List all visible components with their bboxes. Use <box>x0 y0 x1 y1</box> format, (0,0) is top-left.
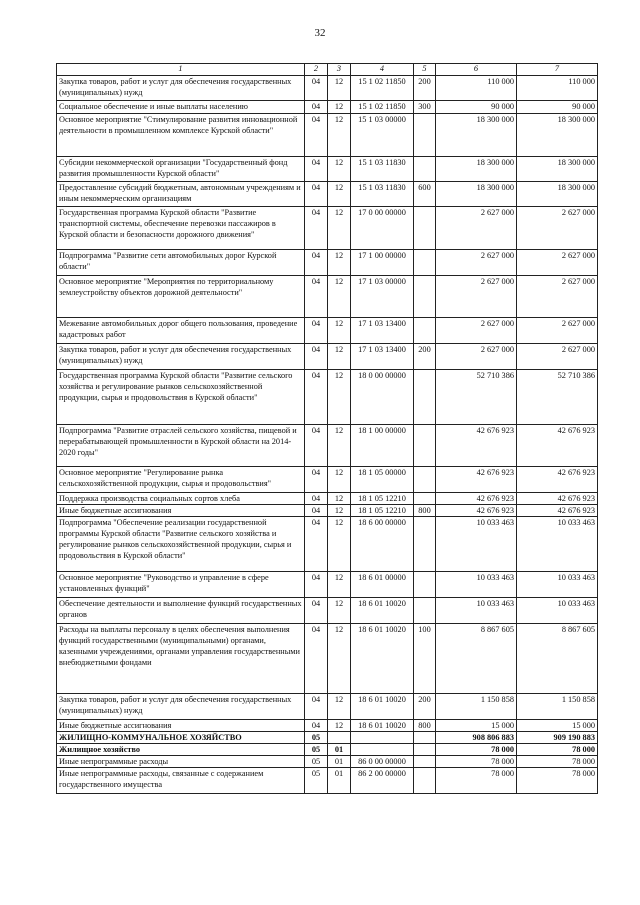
cell-amount-year-2: 42 676 923 <box>517 493 598 505</box>
cell-name: Иные непрограммные расходы, связанные с содержанием государственного имущества <box>57 768 305 794</box>
cell-amount-year-2: 90 000 <box>517 101 598 114</box>
table-row <box>57 370 598 425</box>
cell-amount-year-1: 2 627 000 <box>436 344 517 370</box>
cell-target-code: 18 6 01 00000 <box>351 572 414 598</box>
cell-name: Расходы на выплаты персоналу в целях обеспечения выполнения функций государственными (муниципальными) органами, казенными учреждениями, органами управления государственными внебюджетными фондами <box>57 624 305 694</box>
cell-target-code: 18 1 05 12210 <box>351 505 414 517</box>
table-row <box>57 318 598 344</box>
cell-expense-type <box>414 572 436 598</box>
cell-name: ЖИЛИЩНО-КОММУНАЛЬНОЕ ХОЗЯЙСТВО <box>57 732 305 744</box>
cell-expense-type <box>414 598 436 624</box>
cell-target-code: 17 1 03 00000 <box>351 276 414 318</box>
cell-target-code: 18 6 01 10020 <box>351 624 414 694</box>
cell-amount-year-2: 2 627 000 <box>517 250 598 276</box>
cell-target-code: 15 1 03 00000 <box>351 114 414 157</box>
cell-section: 04 <box>305 425 328 467</box>
cell-amount-year-1: 52 710 386 <box>436 370 517 425</box>
cell-expense-type <box>414 732 436 744</box>
cell-section: 04 <box>305 624 328 694</box>
cell-amount-year-2: 18 300 000 <box>517 114 598 157</box>
cell-name: Основное мероприятие "Руководство и управление в сфере установленных функций" <box>57 572 305 598</box>
cell-amount-year-1: 10 033 463 <box>436 598 517 624</box>
cell-section: 04 <box>305 720 328 732</box>
cell-expense-type <box>414 114 436 157</box>
table-row <box>57 517 598 572</box>
cell-section: 04 <box>305 572 328 598</box>
cell-name: Предоставление субсидий бюджетным, автономным учреждениям и иным некоммерческим организациям <box>57 182 305 207</box>
cell-expense-type <box>414 318 436 344</box>
cell-amount-year-1: 18 300 000 <box>436 114 517 157</box>
cell-section: 04 <box>305 114 328 157</box>
cell-amount-year-1: 10 033 463 <box>436 517 517 572</box>
cell-expense-type <box>414 370 436 425</box>
table-row <box>57 493 598 505</box>
cell-name: Иные непрограммные расходы <box>57 756 305 768</box>
cell-subsection: 12 <box>328 114 351 157</box>
cell-amount-year-1: 18 300 000 <box>436 157 517 182</box>
cell-name: Закупка товаров, работ и услуг для обеспечения государственных (муниципальных) нужд <box>57 694 305 720</box>
cell-name: Подпрограмма "Обеспечение реализации государственной программы Курской области "Развитие сельского хозяйства и регулирование рынков сельскохозяйственной продукции, сырья и продовольствия в Курской области" <box>57 517 305 572</box>
cell-target-code: 86 2 00 00000 <box>351 768 414 794</box>
cell-subsection: 12 <box>328 720 351 732</box>
cell-subsection: 12 <box>328 517 351 572</box>
cell-name: Закупка товаров, работ и услуг для обеспечения государственных (муниципальных) нужд <box>57 76 305 101</box>
table-row <box>57 76 598 101</box>
cell-expense-type: 200 <box>414 694 436 720</box>
cell-amount-year-1: 78 000 <box>436 756 517 768</box>
cell-amount-year-1: 42 676 923 <box>436 505 517 517</box>
cell-subsection: 12 <box>328 598 351 624</box>
cell-section: 04 <box>305 207 328 250</box>
header-col-4: 4 <box>351 64 414 76</box>
table-row <box>57 744 598 756</box>
cell-target-code: 17 0 00 00000 <box>351 207 414 250</box>
budget-table <box>56 63 598 794</box>
cell-section: 04 <box>305 598 328 624</box>
cell-name: Обеспечение деятельности и выполнение функций государственных органов <box>57 598 305 624</box>
table-row <box>57 101 598 114</box>
table-row <box>57 467 598 493</box>
cell-target-code: 86 0 00 00000 <box>351 756 414 768</box>
cell-name: Государственная программа Курской области "Развитие сельского хозяйства и регулирование рынков сельскохозяйственной продукции, сырья и продовольствия в Курской области" <box>57 370 305 425</box>
cell-section: 04 <box>305 517 328 572</box>
cell-amount-year-1: 1 150 858 <box>436 694 517 720</box>
cell-expense-type <box>414 207 436 250</box>
cell-section: 04 <box>305 276 328 318</box>
cell-amount-year-1: 18 300 000 <box>436 182 517 207</box>
cell-section: 04 <box>305 76 328 101</box>
table-row <box>57 157 598 182</box>
cell-amount-year-1: 8 867 605 <box>436 624 517 694</box>
cell-expense-type <box>414 744 436 756</box>
cell-name: Межевание автомобильных дорог общего пользования, проведение кадастровых работ <box>57 318 305 344</box>
cell-subsection: 12 <box>328 572 351 598</box>
cell-amount-year-1: 10 033 463 <box>436 572 517 598</box>
cell-amount-year-2: 18 300 000 <box>517 157 598 182</box>
table-row <box>57 344 598 370</box>
cell-target-code: 18 6 01 10020 <box>351 598 414 624</box>
cell-amount-year-2: 909 190 883 <box>517 732 598 744</box>
cell-name: Иные бюджетные ассигнования <box>57 505 305 517</box>
cell-name: Социальное обеспечение и иные выплаты населению <box>57 101 305 114</box>
table-row <box>57 694 598 720</box>
cell-amount-year-2: 10 033 463 <box>517 598 598 624</box>
cell-amount-year-1: 908 806 883 <box>436 732 517 744</box>
table-header-row <box>57 64 598 76</box>
cell-subsection: 12 <box>328 182 351 207</box>
cell-expense-type <box>414 493 436 505</box>
table-row <box>57 114 598 157</box>
cell-section: 04 <box>305 370 328 425</box>
cell-amount-year-2: 42 676 923 <box>517 425 598 467</box>
cell-section: 04 <box>305 157 328 182</box>
cell-subsection: 12 <box>328 76 351 101</box>
cell-expense-type: 800 <box>414 720 436 732</box>
cell-amount-year-2: 78 000 <box>517 768 598 794</box>
cell-subsection: 12 <box>328 157 351 182</box>
cell-name: Субсидии некоммерческой организации "Государственный фонд развития промышленности Курской области" <box>57 157 305 182</box>
cell-subsection: 12 <box>328 370 351 425</box>
cell-subsection: 01 <box>328 768 351 794</box>
cell-target-code: 18 6 01 10020 <box>351 694 414 720</box>
cell-amount-year-2: 2 627 000 <box>517 344 598 370</box>
cell-target-code: 18 6 01 10020 <box>351 720 414 732</box>
cell-amount-year-2: 10 033 463 <box>517 572 598 598</box>
cell-amount-year-2: 18 300 000 <box>517 182 598 207</box>
cell-section: 04 <box>305 467 328 493</box>
cell-section: 04 <box>305 318 328 344</box>
cell-amount-year-1: 110 000 <box>436 76 517 101</box>
cell-target-code: 18 1 05 00000 <box>351 467 414 493</box>
table-row <box>57 756 598 768</box>
cell-subsection: 12 <box>328 101 351 114</box>
cell-section: 04 <box>305 344 328 370</box>
cell-expense-type: 100 <box>414 624 436 694</box>
cell-amount-year-1: 2 627 000 <box>436 250 517 276</box>
cell-section: 04 <box>305 493 328 505</box>
cell-section: 05 <box>305 756 328 768</box>
cell-name: Закупка товаров, работ и услуг для обеспечения государственных (муниципальных) нужд <box>57 344 305 370</box>
cell-expense-type <box>414 425 436 467</box>
cell-amount-year-2: 15 000 <box>517 720 598 732</box>
cell-amount-year-2: 42 676 923 <box>517 505 598 517</box>
cell-amount-year-1: 42 676 923 <box>436 467 517 493</box>
cell-subsection: 12 <box>328 467 351 493</box>
cell-amount-year-1: 42 676 923 <box>436 493 517 505</box>
cell-amount-year-2: 110 000 <box>517 76 598 101</box>
cell-subsection: 12 <box>328 250 351 276</box>
header-col-7: 7 <box>517 64 598 76</box>
cell-target-code <box>351 732 414 744</box>
table-row <box>57 207 598 250</box>
cell-section: 04 <box>305 101 328 114</box>
header-col-5: 5 <box>414 64 436 76</box>
cell-section: 04 <box>305 182 328 207</box>
cell-amount-year-2: 78 000 <box>517 756 598 768</box>
cell-name: Основное мероприятие "Стимулирование развития инновационной деятельности в промышленном комплексе Курской области" <box>57 114 305 157</box>
cell-target-code: 17 1 03 13400 <box>351 344 414 370</box>
cell-subsection: 12 <box>328 276 351 318</box>
cell-expense-type <box>414 517 436 572</box>
cell-amount-year-1: 15 000 <box>436 720 517 732</box>
cell-section: 04 <box>305 250 328 276</box>
cell-subsection: 12 <box>328 493 351 505</box>
cell-name: Иные бюджетные ассигнования <box>57 720 305 732</box>
cell-amount-year-1: 2 627 000 <box>436 207 517 250</box>
cell-amount-year-2: 8 867 605 <box>517 624 598 694</box>
cell-expense-type: 300 <box>414 101 436 114</box>
header-col-3: 3 <box>328 64 351 76</box>
cell-amount-year-2: 1 150 858 <box>517 694 598 720</box>
table-row <box>57 425 598 467</box>
cell-target-code: 17 1 00 00000 <box>351 250 414 276</box>
table-row <box>57 505 598 517</box>
cell-subsection <box>328 732 351 744</box>
cell-subsection: 12 <box>328 505 351 517</box>
cell-section: 05 <box>305 744 328 756</box>
cell-section: 04 <box>305 505 328 517</box>
table-row <box>57 572 598 598</box>
cell-expense-type: 600 <box>414 182 436 207</box>
header-col-1: 1 <box>57 64 305 76</box>
cell-name: Жилищное хозяйство <box>57 744 305 756</box>
cell-target-code <box>351 744 414 756</box>
cell-target-code: 15 1 02 11850 <box>351 76 414 101</box>
cell-target-code: 15 1 03 11830 <box>351 157 414 182</box>
cell-amount-year-2: 10 033 463 <box>517 517 598 572</box>
cell-subsection: 12 <box>328 425 351 467</box>
cell-subsection: 12 <box>328 207 351 250</box>
cell-target-code: 18 0 00 00000 <box>351 370 414 425</box>
cell-name: Поддержка производства социальных сортов хлеба <box>57 493 305 505</box>
cell-subsection: 01 <box>328 756 351 768</box>
cell-amount-year-2: 52 710 386 <box>517 370 598 425</box>
cell-subsection: 12 <box>328 318 351 344</box>
cell-expense-type: 200 <box>414 344 436 370</box>
cell-name: Подпрограмма "Развитие отраслей сельского хозяйства, пищевой и перерабатывающей промышленности в Курской области на 2014-2020 годы" <box>57 425 305 467</box>
cell-expense-type <box>414 276 436 318</box>
cell-subsection: 12 <box>328 344 351 370</box>
cell-amount-year-2: 2 627 000 <box>517 276 598 318</box>
cell-target-code: 15 1 03 11830 <box>351 182 414 207</box>
cell-target-code: 15 1 02 11850 <box>351 101 414 114</box>
cell-name: Основное мероприятие "Мероприятия по территориальному землеустройству объектов дорожной деятельности" <box>57 276 305 318</box>
cell-amount-year-1: 2 627 000 <box>436 318 517 344</box>
cell-section: 05 <box>305 768 328 794</box>
cell-section: 05 <box>305 732 328 744</box>
cell-name: Государственная программа Курской области "Развитие транспортной системы, обеспечение перевозки пассажиров в Курской области и безопасности дорожного движения" <box>57 207 305 250</box>
cell-amount-year-1: 78 000 <box>436 744 517 756</box>
cell-expense-type: 200 <box>414 76 436 101</box>
cell-subsection: 01 <box>328 744 351 756</box>
cell-name: Основное мероприятие "Регулирование рынка сельскохозяйственной продукции, сырья и продовольствия" <box>57 467 305 493</box>
table-row <box>57 732 598 744</box>
cell-amount-year-2: 78 000 <box>517 744 598 756</box>
cell-target-code: 17 1 03 13400 <box>351 318 414 344</box>
cell-expense-type <box>414 157 436 182</box>
cell-expense-type: 800 <box>414 505 436 517</box>
cell-target-code: 18 1 00 00000 <box>351 425 414 467</box>
header-col-6: 6 <box>436 64 517 76</box>
cell-amount-year-2: 2 627 000 <box>517 207 598 250</box>
cell-amount-year-1: 78 000 <box>436 768 517 794</box>
cell-target-code: 18 6 00 00000 <box>351 517 414 572</box>
cell-amount-year-2: 42 676 923 <box>517 467 598 493</box>
cell-amount-year-1: 42 676 923 <box>436 425 517 467</box>
page-number: 32 <box>314 27 326 39</box>
cell-expense-type <box>414 756 436 768</box>
table-row <box>57 720 598 732</box>
cell-subsection: 12 <box>328 694 351 720</box>
cell-amount-year-1: 90 000 <box>436 101 517 114</box>
cell-expense-type <box>414 768 436 794</box>
table-row <box>57 182 598 207</box>
table-body <box>57 76 598 794</box>
table-row <box>57 250 598 276</box>
table-row <box>57 768 598 794</box>
cell-section: 04 <box>305 694 328 720</box>
cell-expense-type <box>414 467 436 493</box>
table-row <box>57 598 598 624</box>
header-col-2: 2 <box>305 64 328 76</box>
cell-subsection: 12 <box>328 624 351 694</box>
table-row <box>57 624 598 694</box>
cell-amount-year-2: 2 627 000 <box>517 318 598 344</box>
cell-expense-type <box>414 250 436 276</box>
table-row <box>57 276 598 318</box>
cell-name: Подпрограмма "Развитие сети автомобильных дорог Курской области" <box>57 250 305 276</box>
cell-amount-year-1: 2 627 000 <box>436 276 517 318</box>
cell-target-code: 18 1 05 12210 <box>351 493 414 505</box>
